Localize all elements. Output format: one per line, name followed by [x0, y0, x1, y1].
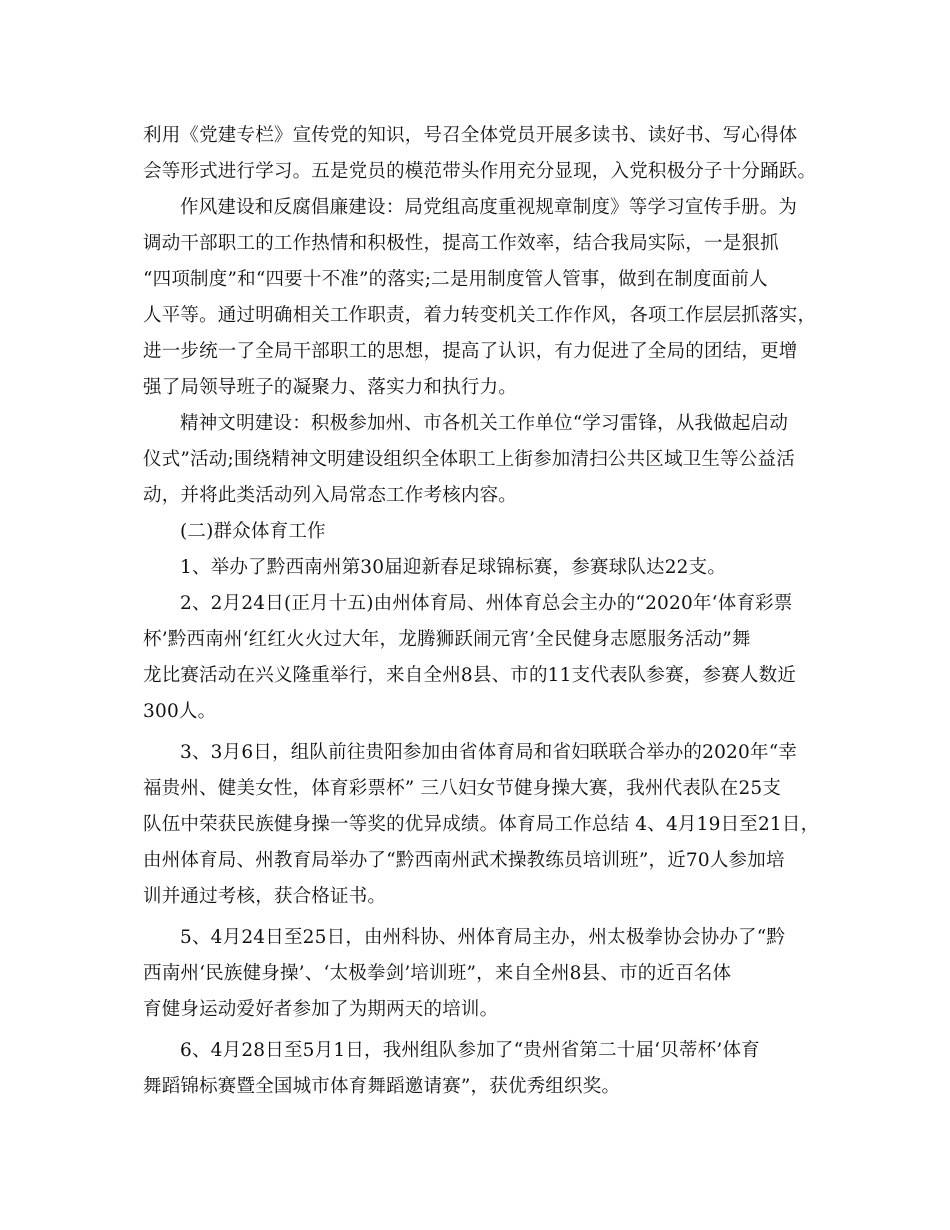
text-line: 1、举办了黔西南州第30届迎新春足球锦标赛，参赛球队达22支。	[180, 557, 727, 578]
text-line: 300人。	[143, 701, 217, 722]
text-line: 6、4月28日至5月1日，我州组队参加了“贵州省第二十届‘贝蒂杯’体育	[180, 1040, 760, 1061]
text-line: 队伍中荣获民族健身操一等奖的优异成绩。体育局工作总结 4、4月19日至21日，	[143, 814, 820, 835]
text-line: 调动干部职工的工作热情和积极性，提高工作效率，结合我局实际，一是狠抓	[143, 233, 779, 254]
text-line: 由州体育局、州教育局举办了“黔西南州武术操教练员培训班”，近70人参加培	[143, 850, 785, 871]
text-line: 仪式”活动;围绕精神文明建设组织全体职工上街参加清扫公共区域卫生等公益活	[143, 449, 795, 470]
text-line: 强了局领导班子的凝聚力、落实力和执行力。	[143, 377, 518, 398]
text-line: 人平等。通过明确相关工作职责，着力转变机关工作作风，各项工作层层抓落实，	[143, 305, 817, 326]
text-line: 会等形式进行学习。五是党员的模范带头作用充分显现，入党积极分子十分踊跃。	[143, 161, 817, 182]
text-line: 福贵州、健美女性，体育彩票杯” 三八妇女节健身操大赛，我州代表队在25支	[143, 778, 782, 799]
text-line: “四项制度”和“四要十不准”的落实;二是用制度管人管事，做到在制度面前人	[143, 269, 768, 290]
text-line: 5、4月24日至25日，由州科协、州体育局主办，州太极拳协会协办了“黔	[180, 927, 786, 948]
text-line: 育健身运动爱好者参加了为期两天的培训。	[143, 999, 499, 1020]
text-line: 西南州‘民族健身操’、‘太极拳剑’培训班”，来自全州8县、市的近百名体	[143, 963, 732, 984]
text-line: 利用《党建专栏》宣传党的知识，号召全体党员开展多读书、读好书、写心得体	[143, 125, 798, 146]
text-line: 2、2月24日(正月十五)由州体育局、州体育总会主办的“2020年‘体育彩票	[180, 593, 793, 614]
text-line: 舞蹈锦标赛暨全国城市体育舞蹈邀请赛”，获优秀组织奖。	[143, 1076, 621, 1097]
text-line: 龙比赛活动在兴义隆重举行，来自全州8县、市的11支代表队参赛，参赛人数近	[143, 665, 797, 686]
text-line: 杯’黔西南州‘红红火火过大年，龙腾狮跃闹元宵’全民健身志愿服务活动”舞	[143, 629, 751, 650]
text-line: (二)群众体育工作	[180, 521, 326, 542]
text-line: 训并通过考核，获合格证书。	[143, 886, 387, 907]
text-line: 动，并将此类活动列入局常态工作考核内容。	[143, 485, 518, 506]
text-line: 3、3月6日，组队前往贵阳参加由省体育局和省妇联联合举办的2020年“幸	[180, 742, 798, 763]
text-line: 进一步统一了全局干部职工的思想，提高了认识，有力促进了全局的团结，更增	[143, 341, 798, 362]
text-line: 作风建设和反腐倡廉建设：局党组高度重视规章制度》等学习宣传手册。为	[180, 197, 798, 218]
text-line: 精神文明建设：积极参加州、市各机关工作单位“学习雷锋，从我做起启动	[180, 413, 789, 434]
document-body	[143, 118, 820, 1105]
